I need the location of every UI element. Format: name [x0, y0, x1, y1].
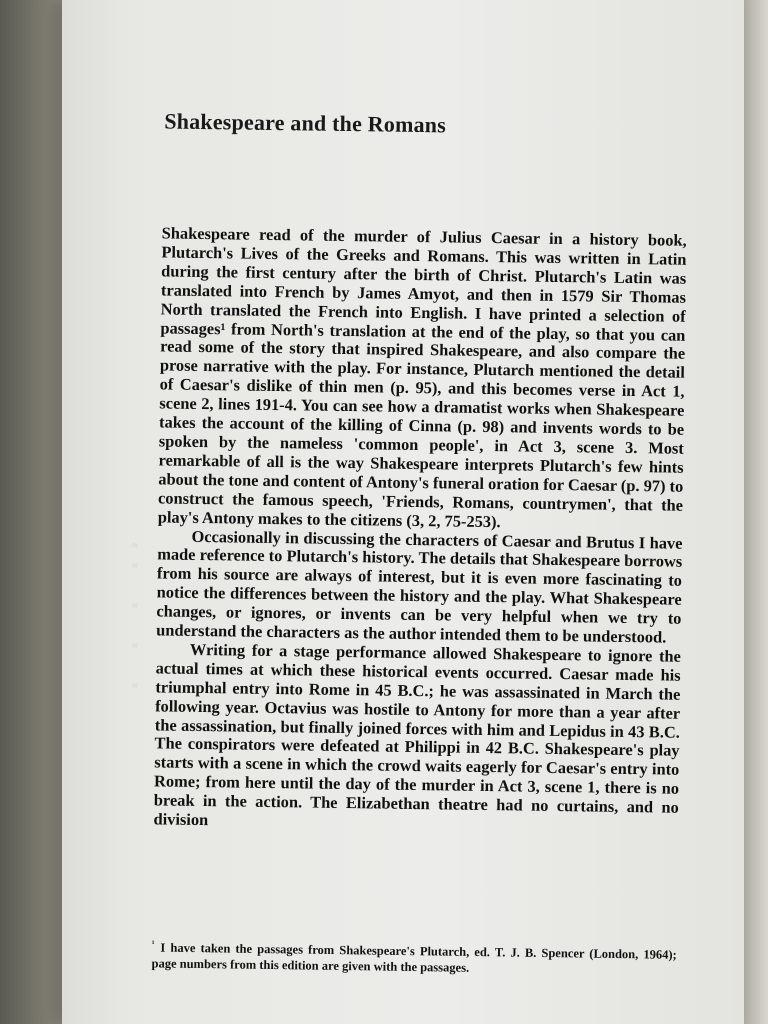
margin-ghost: ≈: [132, 680, 139, 692]
margin-ghost: ≈: [132, 600, 139, 612]
margin-ghost: ≈: [132, 540, 139, 552]
footnote: [151, 935, 676, 978]
book-page: [62, 0, 744, 1024]
page-content: [48, 0, 744, 1024]
footnote-mark: ¹: [151, 938, 155, 949]
paragraph-2: Occasionally in discussing the characters of Caesar and Brutus I have made reference to Plutarch's history. The details that Shakespeare borrows from his source are always of interest, but it is even more fascinating to notice the differences between the history and the play. What Shakespeare changes, or ignores, or invents can be very helpful when we try to understand the characters as the author intended them to be understood.: [156, 526, 683, 647]
body-text: [153, 224, 686, 836]
footnote-text: I have taken the passages from Shakespeare's Plutarch, ed. T. J. B. Spencer (London, 1964); page numbers from this edition are given with the passages.: [151, 940, 677, 975]
paragraph-3: Writing for a stage performance allowed Shakespeare to ignore the actual times at which these historical events occurred. Caesar made his triumphal entry into Rome in 45 B.C.; he was assassinated in March the following year. Octavius was hostile to Antony for more than a year after the assassination, but finally joined forces with him and Lepidus in 43 B.C. The conspirators were defeated at Philippi in 42 B.C. Shakespeare's play starts with a scene in which the crowd waits eagerly for Caesar's entry into Rome; from here until the day of the murder in Act 3, scene 1, there is no break in the action. The Elizabethan theatre had no curtains, and no division: [153, 639, 682, 830]
margin-ghost: ≈: [132, 560, 139, 572]
paragraph-1: Shakespeare read of the murder of Julius Caesar in a history book, Plutarch's Lives of the Greeks and Romans. This was written in Latin during the first century after the birth of Christ. Plutarch's Latin was translated into French by James Amyot, and then in 1579 Sir Thomas North translated the French into English. I have printed a selection of passages¹ from North's translation at the end of the play, so that you can read some of the story that inspired Shakespeare, and also compare the prose narrative with the play. For instance, Plutarch mentioned the detail of Caesar's dislike of thin men (p. 95), and this becomes verse in Act 1, scene 2, lines 191-4. You can see how a dramatist works when Shakespeare takes the account of the killing of Cinna (p. 98) and invents words to be spoken by the nameless 'common people', in Act 3, scene 3. Most remarkable of all is the way Shakespeare interprets Plutarch's few hints about the tone and content of Antony's funeral oration for Caesar (p. 97) to construct the famous speech, 'Friends, Romans, countrymen', that the play's Antony makes to the citizens (3, 2, 75-253).: [157, 223, 687, 531]
margin-ghost: ≈: [132, 640, 139, 652]
page-title: Shakespeare and the Romans: [164, 108, 447, 138]
